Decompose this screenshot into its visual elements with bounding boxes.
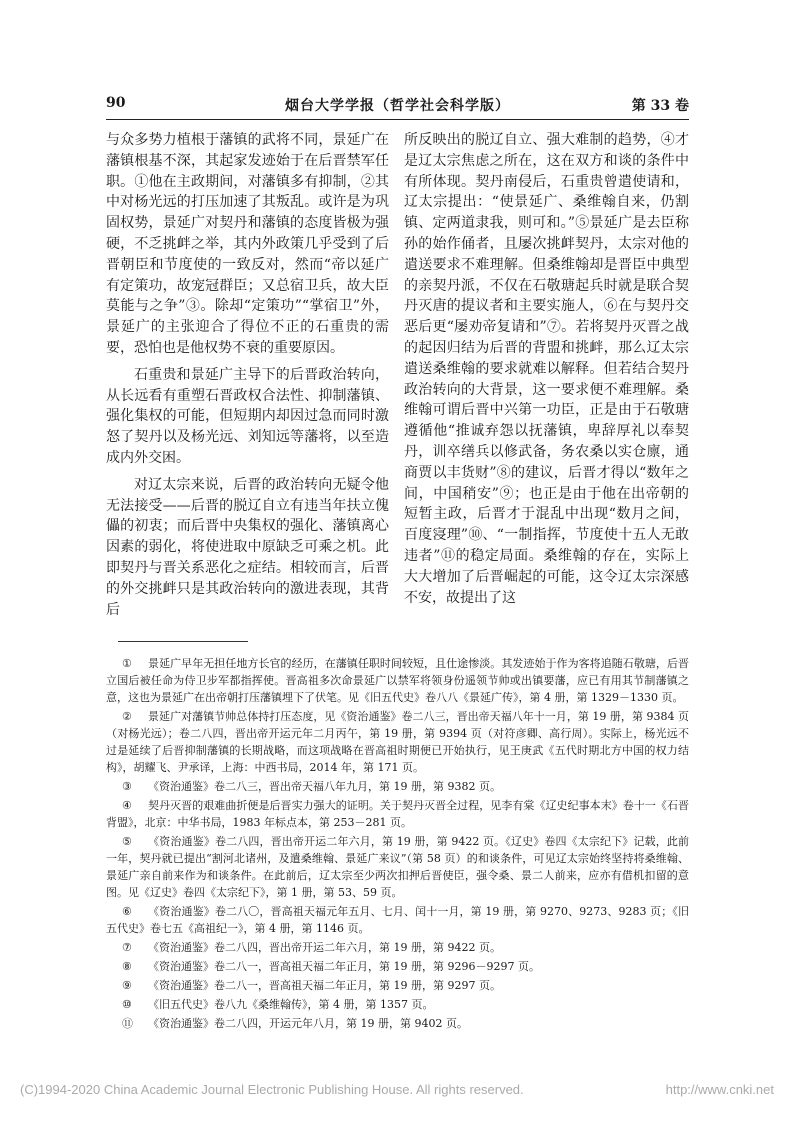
footnote-separator — [118, 641, 248, 642]
page-number: 90 — [106, 95, 126, 111]
left-column — [106, 130, 389, 626]
journal-title: 烟台大学学报（哲学社会科学版） — [285, 98, 510, 114]
footnote-text: 《资治通鉴》卷二八四，开运元年八月，第 19 册，第 9402 页。 — [148, 1017, 468, 1030]
footnote — [106, 708, 689, 776]
footnote-mark: ⑩ — [122, 998, 132, 1011]
footnote — [106, 778, 689, 795]
header-rule — [106, 119, 689, 120]
footnote — [106, 655, 689, 706]
footnote-mark: ⑦ — [122, 941, 132, 954]
footnote-mark: ⑤ — [122, 835, 132, 848]
footnote — [106, 958, 689, 975]
footnote-mark: ⑧ — [122, 960, 132, 973]
footnote-mark: ① — [122, 657, 132, 670]
footnotes — [106, 655, 689, 1034]
footnote-mark: ⑨ — [122, 979, 132, 992]
paragraph: 对辽太宗来说，后晋的政治转向无疑令他无法接受——后晋的脱辽自立有违当年扶立傀儡的初衷；而后晋中央集权的强化、藩镇离心因素的弱化，将使进取中原缺乏可乘之机。此即契丹与晋关系恶化之症结。相较而言，后晋的外交挑衅只是其政治转向的激进表现，其背后 — [106, 476, 389, 618]
footnote-text: 契丹灭晋的艰难曲折便是后晋实力强大的证明。关于契丹灭晋全过程，见李有棠《辽史纪事本末》卷十一《石晋背盟》，北京：中华书局，1983 年标点本，第 253－281 页。 — [106, 799, 689, 829]
footnote-text: 景延广早年无担任地方长官的经历，在藩镇任职时间较短，且仕途惨淡。其发迹始于作为客将追随石敬瑭，后晋立国后被任命为侍卫步军都指挥使。晋高祖多次命景延广以禁军将领身份遥领节帅或出镇要藩，应已有用其节制藩镇之意，这也为景延广在出帝朝打压藩镇埋下了伏笔。见《旧五代史》卷八八《景延广传》，第 4 册，第 1329－1330 页。 — [106, 657, 689, 704]
footnote-mark: ④ — [122, 799, 132, 812]
footnote-text: 景延广对藩镇节帅总体持打压态度，见《资治通鉴》卷二八三，晋出帝天福八年十一月，第 19 册，第 9384 页（对杨光远）；卷二八四，晋出帝开运元年二月丙午，第 19 册，第 9394 页（对符彦卿、高行周）。实际上，杨光远不过是延续了后晋抑制藩镇的长期战略，而这项战略在晋高祖时期便已开始执行，见王庚武《五代时期北方中国的权力结构》，胡耀飞、尹承译，上海：中西书局，2014 年，第 171 页。 — [106, 710, 689, 774]
running-header — [106, 95, 689, 117]
footnote — [106, 903, 689, 937]
footnote — [106, 977, 689, 994]
footnote-mark: ② — [122, 710, 132, 723]
footnote-mark: ⑥ — [122, 905, 132, 918]
footnote-text: 《资治通鉴》卷二八四，晋出帝开运二年六月，第 19 册，第 9422 页。《辽史》卷四《太宗纪下》记载，此前一年，契丹就已提出“割河北诸州，及遣桑维翰、景延广来议”（第 58 页）的和谈条件，可见辽太宗始终坚持将桑维翰、景延广亲自前来作为和谈条件。在此前后，辽太宗至少两次扣押后晋使臣，强令桑、景二人前来，应亦有借机扣留的意图。见《辽史》卷四《太宗纪下》，第 1 册，第 53、59 页。 — [106, 835, 689, 899]
paragraph: 与众多势力植根于藩镇的武将不同，景延广在藩镇根基不深，其起家发迹始于在后晋禁军任职。①他在主政期间，对藩镇多有抑制，②其中对杨光远的打压加速了其叛乱。或许是为巩固权势，景延广对契丹和藩镇的态度皆极为强硬，不乏挑衅之举，其内外政策几乎受到了后晋朝臣和节度使的一致反对，然而“帝以延广有定策功，故宠冠群臣；又总宿卫兵，故大臣莫能与之争”③。除却“定策功”“掌宿卫”外，景延广的主张迎合了得位不正的石重贵的需要，恐怕也是他权势不衰的重要原因。 — [106, 132, 389, 356]
footnote-text: 《资治通鉴》卷二八一，晋高祖天福二年正月，第 19 册，第 9296－9297 页。 — [148, 960, 540, 973]
footnote — [106, 797, 689, 831]
paragraph: 所反映出的脱辽自立、强大难制的趋势，④才是辽太宗焦虑之所在，这在双方和谈的条件中有所体现。契丹南侵后，石重贵曾遣使请和，辽太宗提出：“使景延广、桑维翰自来，仍割镇、定两道隶我，则可和。”⑤景延广是去臣称孙的始作俑者，且屡次挑衅契丹，太宗对他的遣送要求不难理解。但桑维翰却是晋臣中典型的亲契丹派，不仅在石敬瑭起兵时就是联合契丹灭唐的提议者和主要实施人，⑥在与契丹交恶后更“屡劝帝复请和”⑦。若将契丹灭晋之战的起因归结为后晋的背盟和挑衅，那么辽太宗遣送桑维翰的要求就难以解释。但若结合契丹政治转向的大背景，这一要求便不难理解。桑维翰可谓后晋中兴第一功臣，正是由于石敬瑭遵循他“推诚弃怨以抚藩镇，卑辞厚礼以奉契丹，训卒缮兵以修武备，务农桑以实仓廪，通商贾以丰货财”⑧的建议，后晋才得以“数年之间，中国稍安”⑨；也正是由于他在出帝朝的短暂主政，后晋才于混乱中出现“数月之间，百度寖理”⑩、“一制指挥，节度使十五人无敢违者”⑪的稳定局面。桑维翰的存在，实际上大大增加了后晋崛起的可能，这令辽太宗深感不安，故提出了这 — [404, 132, 689, 606]
footnote-text: 《资治通鉴》卷二八四，晋出帝开运二年六月，第 19 册，第 9422 页。 — [148, 941, 501, 954]
volume-number: 第 33 卷 — [631, 98, 689, 114]
right-column — [404, 130, 689, 614]
footnote-text: 《资治通鉴》卷二八〇，晋高祖天福元年五月、七月、闰十一月，第 19 册，第 9270、9273、9283 页；《旧五代史》卷七五《高祖纪一》，第 4 册，第 1146 页。 — [106, 905, 689, 935]
cnki-link[interactable]: http://www.cnki.net — [665, 1082, 774, 1097]
footnote — [106, 1015, 689, 1032]
footnote — [106, 939, 689, 956]
footnote — [106, 833, 689, 901]
footnote-text: 《资治通鉴》卷二八一，晋高祖天福二年正月，第 19 册，第 9297 页。 — [148, 979, 501, 992]
copyright-text: (C)1994-2020 China Academic Journal Electronic Publishing House. All rights reserved. — [20, 1082, 524, 1097]
footnote-text: 《旧五代史》卷八九《桑维翰传》，第 4 册，第 1357 页。 — [148, 998, 434, 1011]
footnote-mark: ⑪ — [122, 1017, 133, 1030]
footnote-text: 《资治通鉴》卷二八三，晋出帝天福八年九月，第 19 册，第 9382 页。 — [148, 780, 501, 793]
footnote-mark: ③ — [122, 780, 132, 793]
footnote — [106, 996, 689, 1013]
paragraph: 石重贵和景延广主导下的后晋政治转向，从长远看有重塑石晋政权合法性、抑制藩镇、强化集权的可能，但短期内却因过急而同时激怒了契丹以及杨光远、刘知远等藩将，以至造成内外交困。 — [106, 366, 389, 466]
